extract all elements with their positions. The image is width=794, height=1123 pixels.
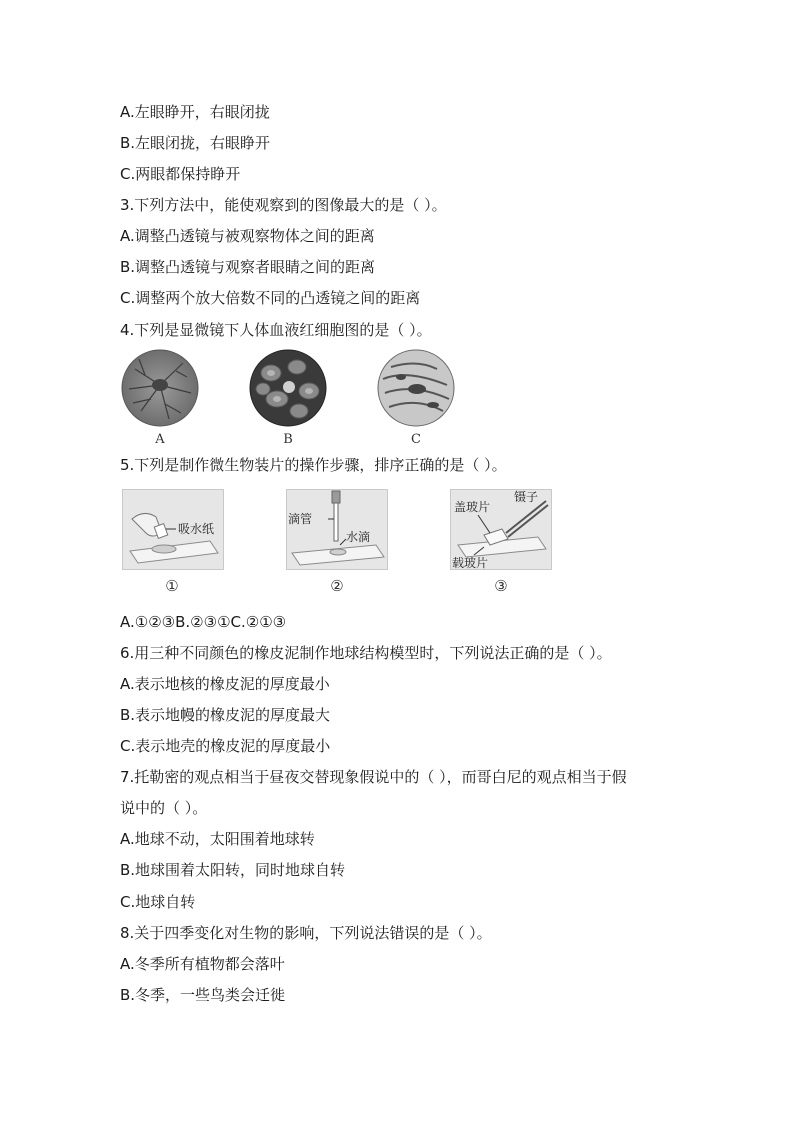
q7-option-a: A.地球不动，太阳围着地球转: [120, 830, 315, 848]
label-absorbent-paper: 吸水纸: [178, 522, 215, 536]
q2-option-a: A.左眼睁开，右眼闭拢: [120, 103, 270, 121]
question-3: 3.下列方法中，能使观察到的图像最大的是（ ）。: [120, 196, 447, 214]
q8-option-b: B.冬季，一些鸟类会迁徙: [120, 986, 286, 1004]
question-7-line-1: 7.托勒密的观点相当于昼夜交替现象假说中的（ ），而哥白尼的观点相当于假: [120, 768, 627, 786]
label-dropper: 滴管: [288, 512, 313, 526]
label-slide: 载玻片: [452, 556, 489, 570]
q5-caption-3: ③: [494, 577, 508, 595]
q5-option-a: A.①②③: [120, 613, 176, 631]
label-water-drop: 水滴: [346, 530, 371, 544]
q6-option-b: B.表示地幔的橡皮泥的厚度最大: [120, 706, 331, 724]
q7-option-b: B.地球围着太阳转，同时地球自转: [120, 861, 346, 879]
q8-option-a: A.冬季所有植物都会落叶: [120, 955, 285, 973]
question-8: 8.关于四季变化对生物的影响，下列说法错误的是（ ）。: [120, 924, 492, 942]
q4-image-b-red-blood-cells: [249, 349, 327, 427]
q3-option-a: A.调整凸透镜与被观察物体之间的距离: [120, 227, 375, 245]
q5-option-c: C.②①③: [230, 613, 287, 631]
question-5: 5.下列是制作微生物装片的操作步骤，排序正确的是（ ）。: [120, 456, 507, 474]
q2-option-b: B.左眼闭拢，右眼睁开: [120, 134, 271, 152]
q5-step-2-image: [286, 489, 388, 570]
label-tweezers: 镊子: [514, 490, 539, 504]
question-6: 6.用三种不同颜色的橡皮泥制作地球结构模型时，下列说法正确的是（ ）。: [120, 644, 612, 662]
q6-option-a: A.表示地核的橡皮泥的厚度最小: [120, 675, 330, 693]
question-4: 4.下列是显微镜下人体血液红细胞图的是（ ）。: [120, 321, 432, 339]
q2-option-c: C.两眼都保持睁开: [120, 165, 241, 183]
q5-caption-1: ①: [165, 577, 179, 595]
question-7-line-2: 说中的（ ）。: [120, 799, 208, 817]
q4-caption-b: B: [283, 432, 293, 447]
q4-caption-a: A: [155, 432, 165, 447]
label-cover-slip: 盖玻片: [454, 500, 491, 514]
q5-step-1-image: [122, 489, 224, 570]
q3-option-c: C.调整两个放大倍数不同的凸透镜之间的距离: [120, 289, 421, 307]
q5-option-b: B.②③①: [175, 613, 231, 631]
q4-image-a-nerve-cell: [121, 349, 199, 427]
q4-caption-c: C: [411, 432, 421, 447]
q7-option-c: C.地球自转: [120, 893, 196, 911]
q6-option-c: C.表示地壳的橡皮泥的厚度最小: [120, 737, 331, 755]
q5-caption-2: ②: [330, 577, 344, 595]
q4-image-c-tissue: [377, 349, 455, 427]
q3-option-b: B.调整凸透镜与观察者眼睛之间的距离: [120, 258, 376, 276]
q5-step-3-image: [450, 489, 552, 570]
q5-options: [120, 612, 286, 632]
